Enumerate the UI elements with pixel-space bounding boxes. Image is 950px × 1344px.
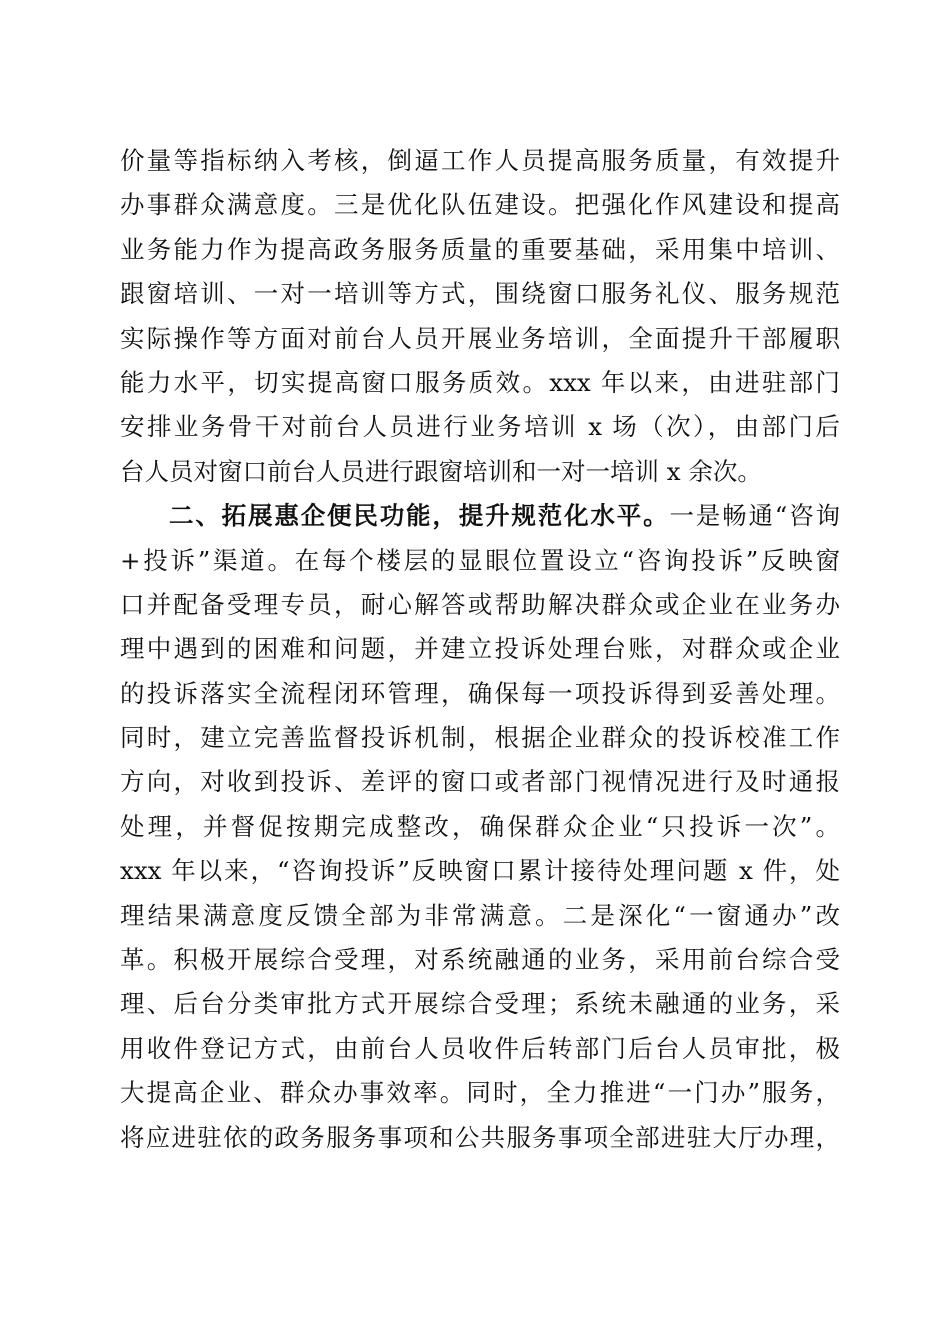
text-line: 将应进驻依的政务服务事项和公共服务事项全部进驻大厅办理， <box>120 1122 840 1152</box>
text-line: 理结果满意度反馈全部为非常满意。二是深化“一窗通办”改 <box>120 900 840 930</box>
text-line: 业务能力作为提高政务服务质量的重要基础，采用集中培训、 <box>120 234 840 264</box>
text-line: 用收件登记方式，由前台人员收件后转部门后台人员审批，极 <box>120 1033 840 1063</box>
document-body <box>120 139 840 1160</box>
text-line: 理中遇到的困难和问题，并建立投诉处理台账，对群众或企业 <box>120 634 840 664</box>
text-line: 理、后台分类审批方式开展综合受理；系统未融通的业务，采 <box>120 989 840 1019</box>
text-line: 方向，对收到投诉、差评的窗口或者部门视情况进行及时通报 <box>120 767 840 797</box>
section-heading-line <box>120 494 840 538</box>
text-line: 跟窗培训、一对一培训等方式，围绕窗口服务礼仪、服务规范 <box>120 279 840 309</box>
text-line: 口并配备受理专员，耐心解答或帮助解决群众或企业在业务办 <box>120 589 840 619</box>
text-line: 安排业务骨干对前台人员进行业务培训 x 场（次），由部门后 <box>120 412 840 442</box>
text-line: 实际操作等方面对前台人员开展业务培训，全面提升干部履职 <box>120 323 840 353</box>
text-line: 同时，建立完善监督投诉机制，根据企业群众的投诉校准工作 <box>120 723 840 753</box>
section-heading: 二、拓展惠企便民功能，提升规范化水平。 <box>169 501 670 531</box>
text-line: xxx 年以来，“咨询投诉”反映窗口累计接待处理问题 x 件，处 <box>120 856 840 886</box>
text-line: 台人员对窗口前台人员进行跟窗培训和一对一培训 x 余次。 <box>120 456 762 486</box>
paragraph-section-two <box>120 494 840 1160</box>
text-line: 的投诉落实全流程闭环管理，确保每一项投诉得到妥善处理。 <box>120 678 840 708</box>
paragraph-service-quality <box>120 139 840 494</box>
text-line: 价量等指标纳入考核，倒逼工作人员提高服务质量，有效提升 <box>120 146 840 175</box>
heading-line-text: 一是畅通“咨询 <box>669 501 840 531</box>
text-line: 处理，并督促按期完成整改，确保群众企业“只投诉一次”。 <box>120 811 840 841</box>
text-line: 大提高企业、群众办事效率。同时，全力推进“一门办”服务， <box>120 1078 840 1108</box>
text-line: 办事群众满意度。三是优化队伍建设。把强化作风建设和提高 <box>120 190 840 220</box>
text-line: 能力水平，切实提高窗口服务质效。xxx 年以来，由进驻部门 <box>120 367 840 397</box>
text-line: +投诉”渠道。在每个楼层的显眼位置设立“咨询投诉”反映窗 <box>120 545 840 575</box>
text-line: 革。积极开展综合受理，对系统融通的业务，采用前台综合受 <box>120 945 840 975</box>
